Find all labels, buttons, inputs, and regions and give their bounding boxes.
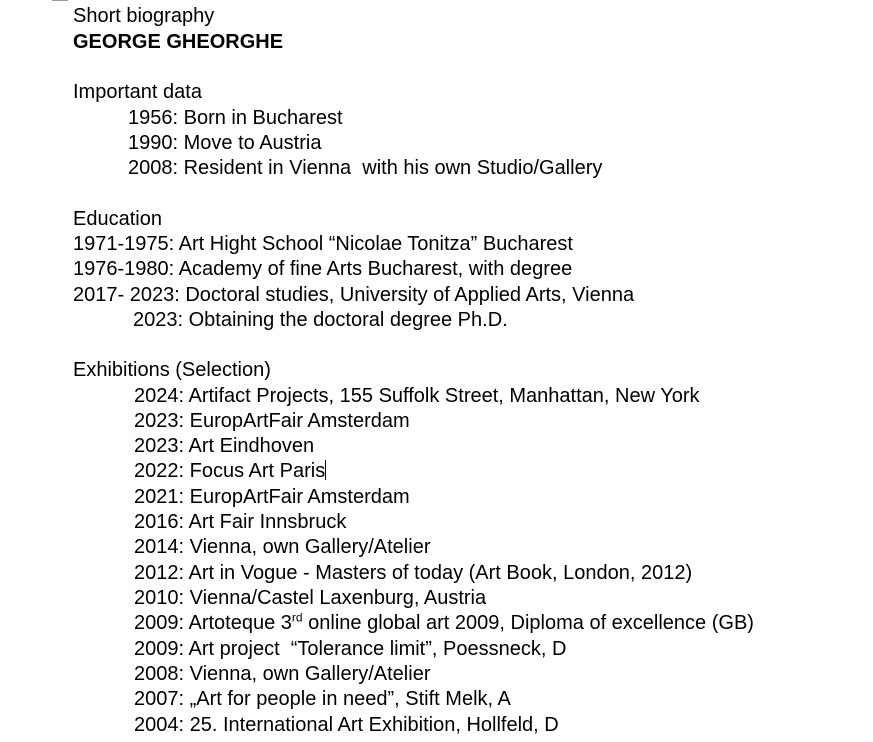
exhibition-item[interactable]: 2007: „Art for people in need”, Stift Melk, A	[134, 688, 511, 710]
ordinal-superscript: rd	[291, 610, 303, 625]
exhibition-item[interactable]: 2024: Artifact Projects, 155 Suffolk Street, Manhattan, New York	[134, 385, 700, 407]
exhibition-item[interactable]: 2012: Art in Vogue - Masters of today (Art Book, London, 2012)	[134, 562, 693, 584]
doc-heading[interactable]: Short biography	[73, 5, 215, 27]
exhibition-item[interactable]: 2023: EuropArtFair Amsterdam	[134, 410, 410, 432]
margin-corner-mark	[52, 0, 68, 2]
exhibition-item[interactable]: 2009: Art project “Tolerance limit”, Poessneck, D	[134, 638, 567, 660]
text-cursor	[325, 460, 326, 480]
important-item[interactable]: 1990: Move to Austria	[128, 132, 322, 154]
doc-name[interactable]: GEORGE GHEORGHE	[73, 31, 284, 53]
exhibition-item-text[interactable]: 2009: Artoteque 3	[134, 612, 292, 634]
exhibition-item-text[interactable]: 2022: Focus Art Paris	[134, 460, 326, 482]
education-item[interactable]: 1976-1980: Academy of fine Arts Bucharest, with degree	[73, 258, 573, 280]
exhibition-item[interactable]: 2014: Vienna, own Gallery/Atelier	[134, 536, 431, 558]
important-item[interactable]: 1956: Born in Bucharest	[128, 107, 343, 129]
exhibition-item[interactable]: 2023: Art Eindhoven	[134, 435, 315, 457]
exhibition-item-with-cursor[interactable]	[134, 459, 326, 484]
exhibition-item[interactable]: 2010: Vienna/Castel Laxenburg, Austria	[134, 587, 487, 609]
important-title[interactable]: Important data	[73, 81, 202, 103]
exhibitions-title[interactable]: Exhibitions (Selection)	[73, 359, 271, 381]
exhibition-item-text[interactable]: online global art 2009, Diploma of excellence (GB)	[302, 612, 754, 634]
exhibition-item-superscript[interactable]	[134, 611, 754, 636]
education-title[interactable]: Education	[73, 208, 162, 230]
education-item[interactable]: 2023: Obtaining the doctoral degree Ph.D.	[133, 309, 508, 331]
exhibition-item[interactable]: 2016: Art Fair Innsbruck	[134, 511, 347, 533]
important-item[interactable]: 2008: Resident in Vienna with his own Studio/Gallery	[128, 157, 603, 179]
education-item[interactable]: 2017- 2023: Doctoral studies, University of Applied Arts, Vienna	[73, 284, 635, 306]
exhibition-item[interactable]: 2008: Vienna, own Gallery/Atelier	[134, 663, 431, 685]
exhibition-item[interactable]: 2004: 25. International Art Exhibition, Hollfeld, D	[134, 714, 559, 736]
education-item[interactable]: 1971-1975: Art Hight School “Nicolae Tonitza” Bucharest	[73, 233, 573, 255]
exhibition-item[interactable]: 2021: EuropArtFair Amsterdam	[134, 486, 410, 508]
